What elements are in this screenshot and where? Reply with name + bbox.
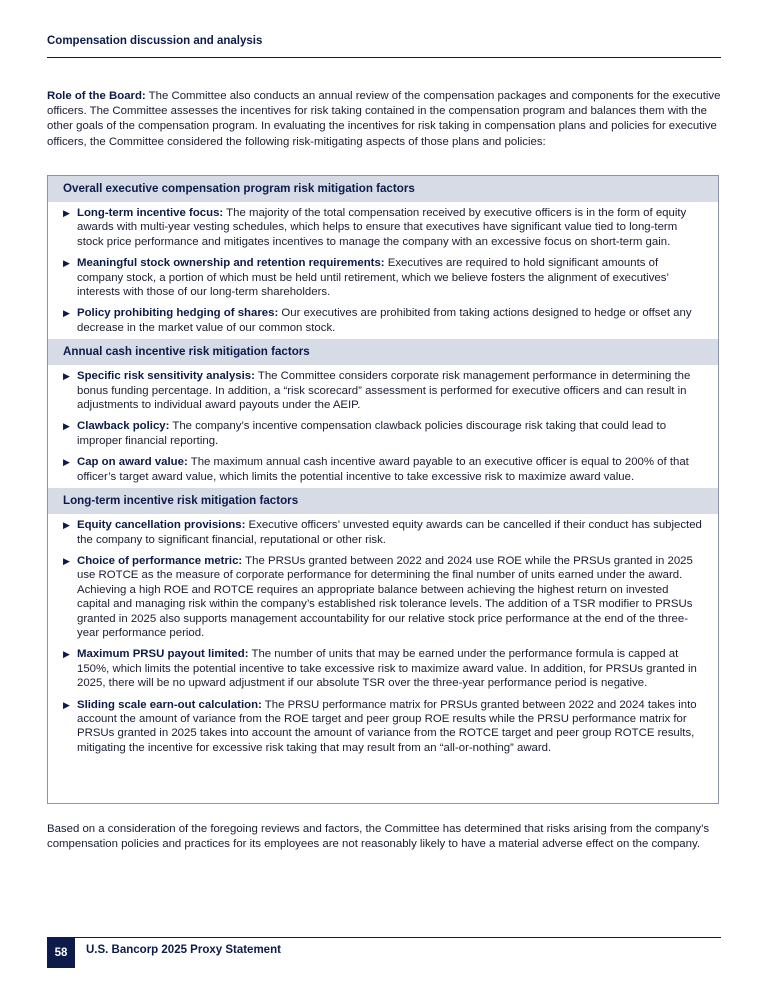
triangle-bullet-icon: ▶ [63,208,70,218]
section-items-overall [48,202,718,339]
list-item-text [77,455,702,484]
list-item [63,369,702,412]
item-body: The PRSU performance matrix for PRSUs granted between 2022 and 2024 takes into account the amount of variance from the ROE target and peer group ROE results while the PRSU performance matrix for PRSUs granted in 2025 takes into account the amount of variance from the ROTCE target and peer group ROTCE results, mitigating the incentive for excessive risk taking that may result from an “all-or-nothing” award. [77,698,697,754]
triangle-bullet-icon: ▶ [63,258,70,269]
risk-mitigation-table [47,175,719,804]
list-item-text [77,256,702,299]
item-body: Our executives are prohibited from taking actions designed to hedge or offset any decrease in the market value of our common stock. [77,307,692,334]
list-item-text [77,369,702,412]
item-lead: Policy prohibiting hedging of shares: [77,307,279,320]
list-item [63,647,702,690]
item-body: The Committee considers corporate risk management performance in determining the bonus funding percentage. In addition, a “risk scorecard” assessment is performed for executive officers and can result in adjustments to individual award payouts under the AEIP. [77,370,691,412]
triangle-bullet-icon: ▶ [63,520,70,531]
item-body: The number of units that may be earned under the performance formula is capped at 150%, which limits the potential incentive to take excessive risk to maximize award value. In addition, for PRSUs granted in 2025, there will be no upward adjustment if our absolute TSR over the three-year performance period is negative. [77,648,697,690]
page-number: 58 [47,938,75,968]
triangle-bullet-icon: ▶ [63,649,70,660]
triangle-bullet-icon: ▶ [63,699,70,710]
item-body: The majority of the total compensation received by executive officers is in the form of equity awards with multi-year vesting schedules, which helps to ensure that executives have significant value tied to long-term stock price performance and mitigates incentives to manage the company with an excessive focus on short-term gain. [77,207,687,248]
item-lead: Choice of performance metric: [77,554,243,567]
item-lead: Long-term incentive focus: [77,207,224,219]
item-lead: Specific risk sensitivity analysis: [77,370,255,383]
list-item-text [77,518,702,547]
item-lead: Equity cancellation provisions: [77,519,246,532]
triangle-bullet-icon: ▶ [63,555,70,566]
section-header-long-term: Long-term incentive risk mitigation factors [48,488,718,514]
list-item [63,455,702,484]
section-items-long-term [48,514,718,759]
header-divider [47,57,721,58]
conclusion-paragraph: Based on a consideration of the foregoing reviews and factors, the Committee has determined that risks arising from the company’s compensation policies and practices for its employees are not reasonably likely to have a material adverse effect on the company. [47,823,710,851]
list-item-text [77,206,702,249]
section-items-annual-cash [48,365,718,488]
section-header-overall: Overall executive compensation program risk mitigation factors [48,176,718,202]
intro-lead: Role of the Board: [47,90,146,102]
item-lead: Clawback policy: [77,420,170,433]
list-item-text [77,419,702,448]
item-lead: Sliding scale earn-out calculation: [77,698,262,711]
item-lead: Maximum PRSU payout limited: [77,648,249,661]
list-item-text [77,698,702,756]
list-item [63,256,702,299]
triangle-bullet-icon: ▶ [63,308,70,319]
triangle-bullet-icon: ▶ [63,421,70,432]
list-item [63,518,702,547]
list-item [63,206,702,249]
item-body: Executive officers’ unvested equity awards can be cancelled if their conduct has subjected the company to significant financial, reputational or other risk. [77,519,702,546]
intro-text: The Committee also conducts an annual review of the compensation packages and components for the executive officers. The Committee assesses the incentives for risk taking contained in the compensation program and balances them with the other goals of the compensation program. In evaluating the incentives for risk taking in compensation plans and policies for executive officers, the Committee considered the following risk-mitigating aspects of those plans and policies: [47,90,721,148]
item-body: The PRSUs granted between 2022 and 2024 use ROE while the PRSUs granted in 2025 use ROTCE as the measure of corporate performance for determining the final number of units earned under the award. Achieving a high ROE and ROTCE requires an appropriate balance between achieving the highest return on invested capital and managing risk within the company’s established risk tolerance levels. The addition of a TSR modifier to PRSUs granted in 2025 also supports management accountability for our relative stock price performance at the end of the three-year performance period. [77,554,693,639]
page-header: Compensation discussion and analysis [47,35,263,47]
item-body: The maximum annual cash incentive award payable to an executive officer is equal to 200% of that officer’s target award value, which limits the potential incentive to take excessive risk to maximize award value. [77,456,689,483]
list-item [63,698,702,756]
item-lead: Meaningful stock ownership and retention requirements: [77,257,385,270]
list-item [63,554,702,640]
section-header-annual-cash: Annual cash incentive risk mitigation factors [48,339,718,365]
list-item-text [77,306,702,335]
item-lead: Cap on award value: [77,456,188,469]
triangle-bullet-icon: ▶ [63,371,70,382]
list-item [63,306,702,335]
item-body: Executives are required to hold significant amounts of company stock, a portion of which must be held until retirement, which we believe fosters the alignment of executives’ interests with those of our long-term shareholders. [77,257,669,299]
footer-divider [47,937,721,938]
list-item [63,419,702,448]
list-item-text [77,647,702,690]
item-body: The company’s incentive compensation clawback policies discourage risk taking that could lead to improper financial reporting. [77,420,667,447]
footer-title: U.S. Bancorp 2025 Proxy Statement [86,944,281,956]
intro-paragraph [47,89,723,150]
list-item-text [77,554,702,640]
triangle-bullet-icon: ▶ [63,457,70,468]
